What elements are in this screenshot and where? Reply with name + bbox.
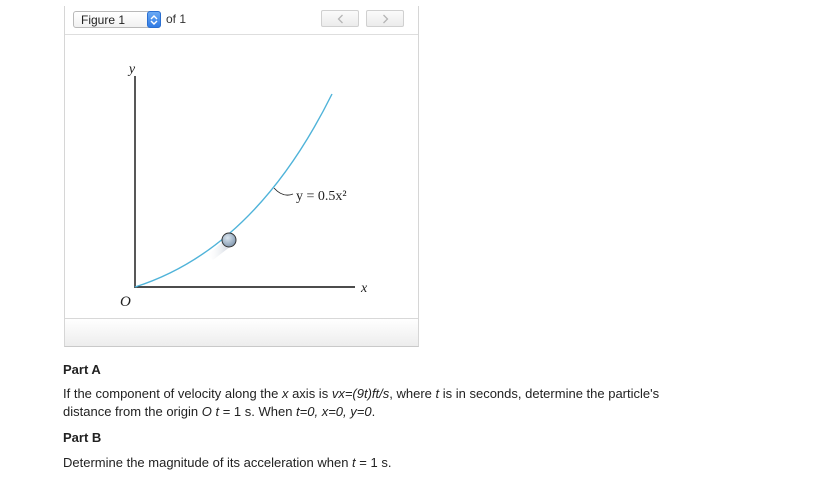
part-a-text: , where [389,386,436,401]
part-a-text: If the component of velocity along the [63,386,282,401]
x-axis-label: x [361,281,368,296]
previous-figure-button[interactable] [321,10,359,27]
part-b-line [63,454,391,472]
part-a-text: axis is [288,386,332,401]
part-b-text: = 1 s. [355,455,392,470]
part-a-heading: Part A [63,362,101,377]
part-a-var-origin: O [201,404,212,419]
part-b-text: Determine the magnitude of its acceleration when [63,455,353,470]
figure-panel [64,6,419,347]
figure-count-text: of 1 [166,12,187,26]
part-a-var-t: t [211,404,220,419]
figure-footer [65,318,418,346]
part-b-heading: Part B [63,430,102,445]
figure-select[interactable] [73,11,161,28]
origin-label: O [120,294,131,310]
part-a-var-t: t [435,386,440,401]
part-a-line-1 [63,385,659,403]
part-b-var-t: t [352,455,356,470]
part-a-text: distance from the origin [63,404,202,419]
part-a-text: . [371,404,376,419]
part-a-initial-conditions: t=0, x=0, y=0 [296,404,372,419]
part-a-text: is in seconds, determine the particle's [439,386,660,401]
chevron-right-icon [382,14,389,24]
particle-ball [222,233,236,247]
curve-equation-label: y = 0.5x² [296,189,347,204]
part-a-line-2 [63,403,375,421]
part-a-var-x: x [281,386,289,401]
chevron-left-icon [337,14,344,24]
next-figure-button[interactable] [366,10,404,27]
figure-toolbar [65,6,418,35]
label-leader-line [274,188,293,195]
part-a-velocity-eq: vx=(9t)ft/s [331,386,390,401]
y-axis-label: y [128,62,136,77]
figure-diagram [65,34,418,320]
part-a-text: = 1 s. When [219,404,297,419]
select-stepper-icon[interactable] [147,11,161,28]
figure-select-value: Figure 1 [81,13,126,27]
